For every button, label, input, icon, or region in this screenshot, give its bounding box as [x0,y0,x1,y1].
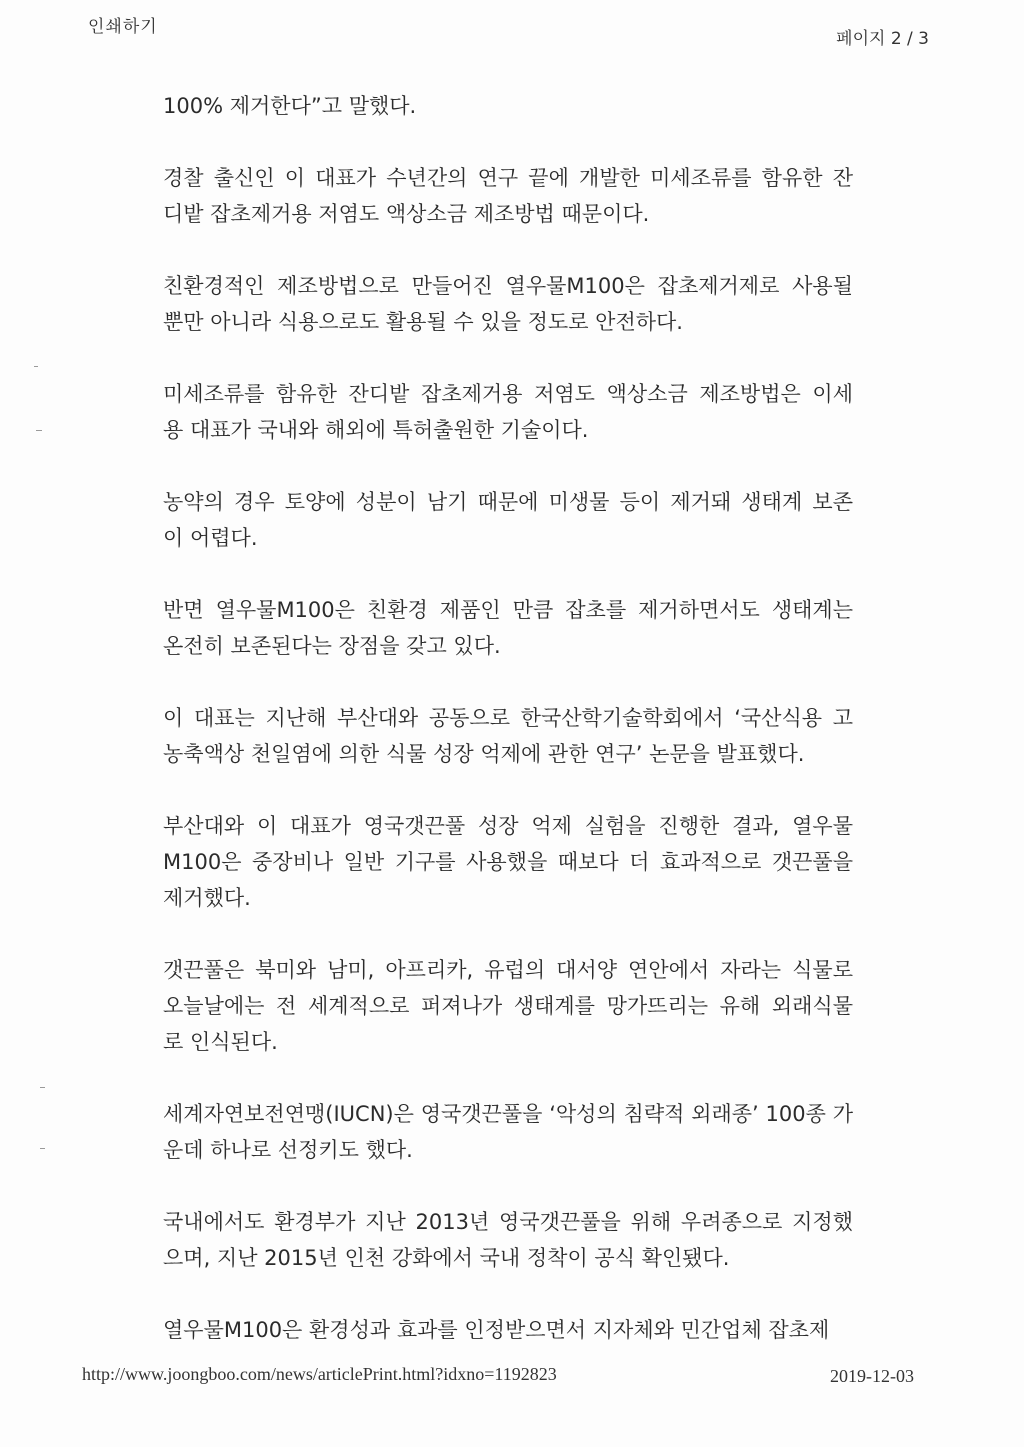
paragraph-line: 이 대표는 지난해 부산대와 공동으로 한국산학기술학회에서 ‘국산식용 고 [163,706,853,730]
paragraph-line: 친환경적인 제조방법으로 만들어진 열우물M100은 잡초제거제로 사용될 [163,274,853,298]
paragraph-line: 오늘날에는 전 세계적으로 퍼져나가 생태계를 망가뜨리는 유해 외래식물 [163,994,853,1018]
article-paragraph [163,592,853,664]
footer-url: http://www.joongboo.com/news/articlePrint.html?idxno=1192823 [82,1364,557,1384]
article-paragraph [163,376,853,448]
article-paragraph [163,952,853,1060]
article-paragraph [163,808,853,916]
paragraph-line: 미세조류를 함유한 잔디밭 잡초제거용 저염도 액상소금 제조방법은 이세 [163,382,853,406]
paragraph-line: 갯끈풀은 북미와 남미, 아프리카, 유럽의 대서양 연안에서 자라는 식물로 [163,958,853,982]
article-paragraph [163,88,853,124]
page-number: 페이지 2 / 3 [836,29,929,49]
paragraph-line: 국내에서도 환경부가 지난 2013년 영국갯끈풀을 위해 우려종으로 지정했 [163,1210,853,1234]
article-paragraph [163,268,853,340]
paragraph-line: 제거했다. [163,886,251,910]
article-paragraph [163,1312,853,1348]
paragraph-line: 농약의 경우 토양에 성분이 남기 때문에 미생물 등이 제거돼 생태계 보존 [163,490,853,514]
paragraph-line: M100은 중장비나 일반 기구를 사용했을 때보다 더 효과적으로 갯끈풀을 [163,850,853,874]
paragraph-line: 반면 열우물M100은 친환경 제품인 만큼 잡초를 제거하면서도 생태계는 [163,598,853,622]
article-paragraph [163,1204,853,1276]
scan-speck [40,1087,45,1088]
paragraph-line: 경찰 출신인 이 대표가 수년간의 연구 끝에 개발한 미세조류를 함유한 잔 [163,166,853,190]
article-paragraph [163,1096,853,1168]
paragraph-line: 로 인식된다. [163,1030,278,1054]
scan-speck [40,1148,45,1149]
paragraph-line: 세계자연보전연맹(IUCN)은 영국갯끈풀을 ‘악성의 침략적 외래종’ 100종 가 [163,1102,853,1126]
article-paragraph [163,700,853,772]
paragraph-line: 뿐만 아니라 식용으로도 활용될 수 있을 정도로 안전하다. [163,310,683,334]
paragraph-line: 농축액상 천일염에 의한 식물 성장 억제에 관한 연구’ 논문을 발표했다. [163,742,805,766]
footer-date: 2019-12-03 [830,1366,914,1386]
paragraph-line: 운데 하나로 선정키도 했다. [163,1138,413,1162]
paragraph-line: 이 어렵다. [163,526,258,550]
paragraph-line: 온전히 보존된다는 장점을 갖고 있다. [163,634,501,658]
paragraph-line: 으며, 지난 2015년 인천 강화에서 국내 정착이 공식 확인됐다. [163,1246,730,1270]
paragraph-line: 부산대와 이 대표가 영국갯끈풀 성장 억제 실험을 진행한 결과, 열우물 [163,814,853,838]
paragraph-line: 용 대표가 국내와 해외에 특허출원한 기술이다. [163,418,589,442]
scan-speck [34,366,38,367]
paragraph-line: 디밭 잡초제거용 저염도 액상소금 제조방법 때문이다. [163,202,650,226]
article-body [163,88,853,1384]
paragraph-line: 100% 제거한다”고 말했다. [163,94,417,118]
article-paragraph [163,160,853,232]
paragraph-line: 열우물M100은 환경성과 효과를 인정받으면서 지자체와 민간업체 잡초제 [163,1318,830,1342]
article-paragraph [163,484,853,556]
scan-speck [36,430,42,431]
print-header-label: 인쇄하기 [88,17,158,37]
